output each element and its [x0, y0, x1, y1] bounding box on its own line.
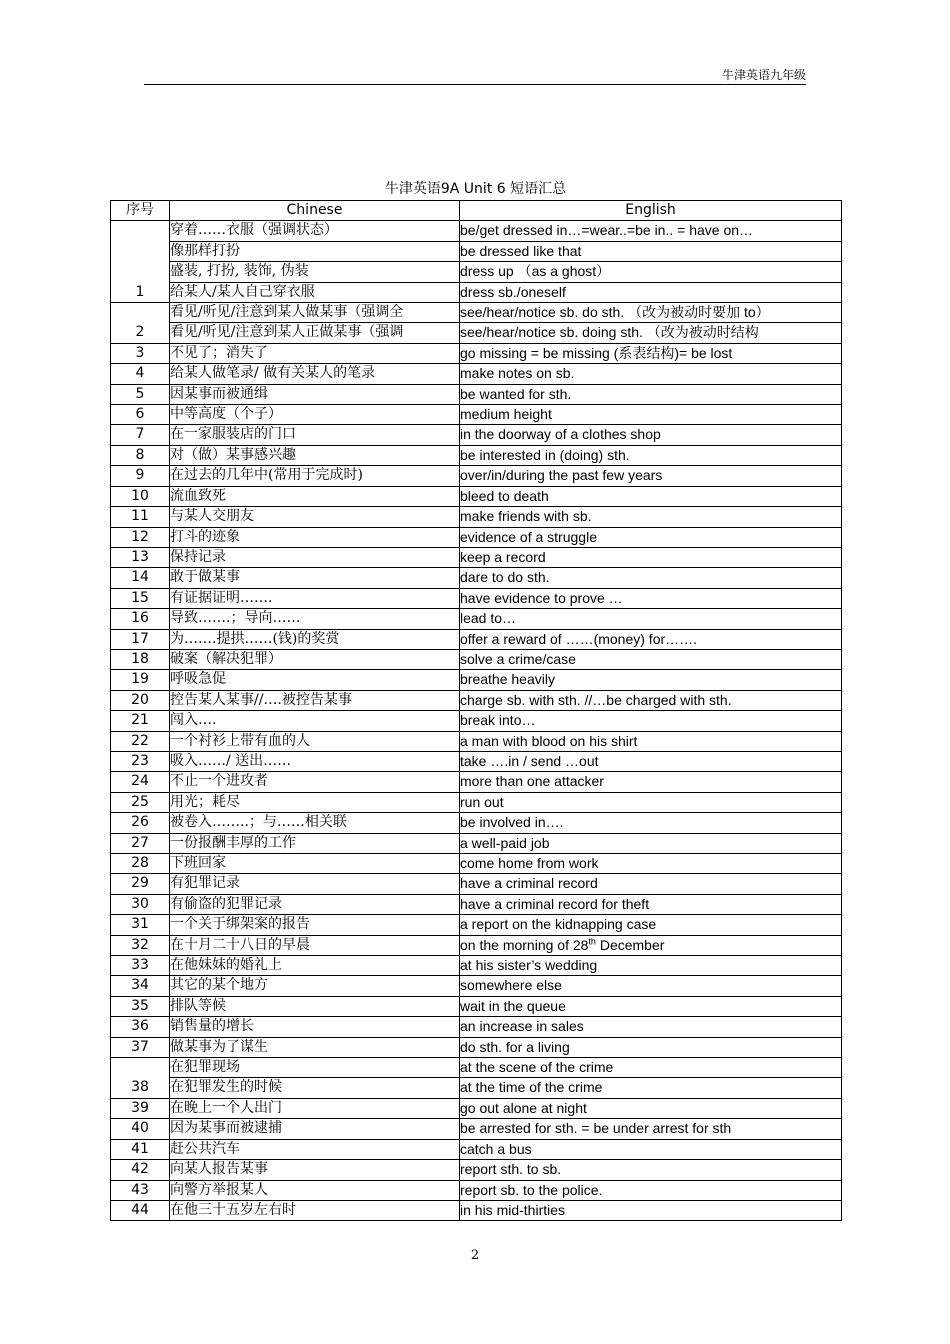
- table-header-row: [111, 201, 842, 221]
- english-phrase: offer a reward of ……(money) for…….: [460, 629, 842, 649]
- chinese-phrase: 不见了；消失了: [170, 343, 460, 363]
- chinese-phrase: 在犯罪发生的时候: [170, 1078, 460, 1098]
- chinese-phrase: 赶公共汽车: [170, 1139, 460, 1159]
- english-phrase: [460, 935, 842, 955]
- english-phrase: in his mid-thirties: [460, 1200, 842, 1220]
- table-row: [111, 323, 842, 343]
- row-number: 40: [111, 1119, 170, 1139]
- row-number: 27: [111, 833, 170, 853]
- table-row: [111, 588, 842, 608]
- chinese-phrase: 吸入……/ 送出……: [170, 751, 460, 771]
- english-phrase: report sth. to sb.: [460, 1160, 842, 1180]
- row-number: 35: [111, 996, 170, 1016]
- row-number: 21: [111, 711, 170, 731]
- english-phrase: a man with blood on his shirt: [460, 731, 842, 751]
- row-number: 3: [111, 343, 170, 363]
- table-row: [111, 1017, 842, 1037]
- chinese-phrase: 因为某事而被逮捕: [170, 1119, 460, 1139]
- english-phrase: charge sb. with sth. //…be charged with sth.: [460, 690, 842, 710]
- ordinal-suffix: th: [588, 935, 596, 946]
- table-row: [111, 527, 842, 547]
- table-row: [111, 854, 842, 874]
- row-number: 36: [111, 1017, 170, 1037]
- row-number: 41: [111, 1139, 170, 1159]
- english-phrase: come home from work: [460, 854, 842, 874]
- table-row: [111, 241, 842, 261]
- table-row: [111, 466, 842, 486]
- row-number: 5: [111, 384, 170, 404]
- english-phrase: make friends with sb.: [460, 507, 842, 527]
- chinese-phrase: 在他三十五岁左右时: [170, 1200, 460, 1220]
- chinese-phrase: 排队等候: [170, 996, 460, 1016]
- header-chinese: Chinese: [170, 201, 460, 221]
- chinese-phrase: 做某事为了谋生: [170, 1037, 460, 1057]
- row-number: 14: [111, 568, 170, 588]
- english-phrase: be arrested for sth. = be under arrest for sth: [460, 1119, 842, 1139]
- english-phrase: a well-paid job: [460, 833, 842, 853]
- chinese-phrase: 闯入….: [170, 711, 460, 731]
- english-phrase: more than one attacker: [460, 772, 842, 792]
- chinese-phrase: 用光；耗尽: [170, 792, 460, 812]
- english-phrase: have a criminal record for theft: [460, 894, 842, 914]
- row-number: 22: [111, 731, 170, 751]
- row-number: 37: [111, 1037, 170, 1057]
- table-row: [111, 976, 842, 996]
- chinese-phrase: 保持记录: [170, 547, 460, 567]
- table-row: [111, 1058, 842, 1078]
- chinese-phrase: 下班回家: [170, 854, 460, 874]
- english-phrase: see/hear/notice sb. do sth. （改为被动时要加 to）: [460, 303, 842, 323]
- running-header: 牛津英语九年级: [721, 68, 806, 82]
- english-phrase: medium height: [460, 405, 842, 425]
- english-phrase: have a criminal record: [460, 874, 842, 894]
- table-row: [111, 1180, 842, 1200]
- english-phrase: bleed to death: [460, 486, 842, 506]
- chinese-phrase: 向某人报告某事: [170, 1160, 460, 1180]
- english-phrase: run out: [460, 792, 842, 812]
- table-row: [111, 405, 842, 425]
- english-phrase: over/in/during the past few years: [460, 466, 842, 486]
- row-number: 30: [111, 894, 170, 914]
- chinese-phrase: 其它的某个地方: [170, 976, 460, 996]
- english-phrase-text-after: December: [595, 936, 665, 953]
- english-phrase: an increase in sales: [460, 1017, 842, 1037]
- chinese-phrase: 与某人交朋友: [170, 507, 460, 527]
- english-phrase: lead to…: [460, 609, 842, 629]
- english-phrase: be/get dressed in…=wear..=be in.. = have on…: [460, 221, 842, 241]
- chinese-phrase: 给某人做笔录/ 做有关某人的笔录: [170, 364, 460, 384]
- chinese-phrase: 在十月二十八日的早晨: [170, 935, 460, 955]
- chinese-phrase: 像那样打扮: [170, 241, 460, 261]
- phrase-table: [110, 200, 842, 1221]
- chinese-phrase: 在犯罪现场: [170, 1058, 460, 1078]
- english-phrase: dress up （as a ghost）: [460, 262, 842, 282]
- row-number: 6: [111, 405, 170, 425]
- row-number: 12: [111, 527, 170, 547]
- table-row: [111, 303, 842, 323]
- chinese-phrase: 不止一个进攻者: [170, 772, 460, 792]
- table-row: [111, 1119, 842, 1139]
- table-row: [111, 343, 842, 363]
- row-number: 38: [111, 1058, 170, 1099]
- table-row: [111, 262, 842, 282]
- table-row: [111, 813, 842, 833]
- row-number: 25: [111, 792, 170, 812]
- chinese-phrase: 呼吸急促: [170, 670, 460, 690]
- table-row: [111, 996, 842, 1016]
- english-phrase: at his sister’s wedding: [460, 956, 842, 976]
- english-phrase: a report on the kidnapping case: [460, 915, 842, 935]
- row-number: 1: [111, 221, 170, 303]
- english-phrase: somewhere else: [460, 976, 842, 996]
- row-number: 26: [111, 813, 170, 833]
- table-row: [111, 670, 842, 690]
- english-phrase: do sth. for a living: [460, 1037, 842, 1057]
- table-row: [111, 1037, 842, 1057]
- row-number: 44: [111, 1200, 170, 1220]
- english-phrase: at the scene of the crime: [460, 1058, 842, 1078]
- table-row: [111, 425, 842, 445]
- table-row: [111, 221, 842, 241]
- row-number: 42: [111, 1160, 170, 1180]
- row-number: 10: [111, 486, 170, 506]
- table-row: [111, 731, 842, 751]
- row-number: 11: [111, 507, 170, 527]
- chinese-phrase: 对（做）某事感兴趣: [170, 445, 460, 465]
- table-row: [111, 1200, 842, 1220]
- row-number: 9: [111, 466, 170, 486]
- english-phrase: catch a bus: [460, 1139, 842, 1159]
- table-row: [111, 711, 842, 731]
- table-row: [111, 1139, 842, 1159]
- table-row: [111, 833, 842, 853]
- document-title: 牛津英语9A Unit 6 短语汇总: [384, 181, 567, 197]
- chinese-phrase: 在一家服装店的门口: [170, 425, 460, 445]
- row-number: 2: [111, 303, 170, 344]
- english-phrase: solve a crime/case: [460, 649, 842, 669]
- row-number: 13: [111, 547, 170, 567]
- english-phrase: wait in the queue: [460, 996, 842, 1016]
- chinese-phrase: 一个关于绑架案的报告: [170, 915, 460, 935]
- table-row: [111, 874, 842, 894]
- english-phrase: see/hear/notice sb. doing sth. （改为被动时结构: [460, 323, 842, 343]
- english-phrase: take ….in / send …out: [460, 751, 842, 771]
- row-number: 18: [111, 649, 170, 669]
- table-row: [111, 282, 842, 302]
- table-row: [111, 792, 842, 812]
- row-number: 19: [111, 670, 170, 690]
- table-row: [111, 547, 842, 567]
- table-row: [111, 486, 842, 506]
- row-number: 33: [111, 956, 170, 976]
- chinese-phrase: 向警方举报某人: [170, 1180, 460, 1200]
- chinese-phrase: 一份报酬丰厚的工作: [170, 833, 460, 853]
- english-phrase: be involved in….: [460, 813, 842, 833]
- table-row: [111, 649, 842, 669]
- header-number: 序号: [111, 201, 170, 221]
- english-phrase: go out alone at night: [460, 1098, 842, 1118]
- row-number: 23: [111, 751, 170, 771]
- row-number: 32: [111, 935, 170, 955]
- table-row: [111, 1078, 842, 1098]
- table-row: [111, 772, 842, 792]
- english-phrase: in the doorway of a clothes shop: [460, 425, 842, 445]
- table-row: [111, 935, 842, 955]
- chinese-phrase: 盛装, 打扮, 装饰, 伪装: [170, 262, 460, 282]
- row-number: 4: [111, 364, 170, 384]
- row-number: 15: [111, 588, 170, 608]
- table-row: [111, 364, 842, 384]
- header-rule: [144, 84, 806, 85]
- row-number: 7: [111, 425, 170, 445]
- chinese-phrase: 被卷入……..；与……相关联: [170, 813, 460, 833]
- english-phrase: at the time of the crime: [460, 1078, 842, 1098]
- row-number: 16: [111, 609, 170, 629]
- chinese-phrase: 有偷盗的犯罪记录: [170, 894, 460, 914]
- row-number: 39: [111, 1098, 170, 1118]
- english-phrase: dare to do sth.: [460, 568, 842, 588]
- page-number: 2: [470, 1248, 480, 1263]
- chinese-phrase: 一个衬衫上带有血的人: [170, 731, 460, 751]
- chinese-phrase: 穿着……衣服（强调状态）: [170, 221, 460, 241]
- table-row: [111, 1160, 842, 1180]
- chinese-phrase: 有犯罪记录: [170, 874, 460, 894]
- english-phrase: make notes on sb.: [460, 364, 842, 384]
- table-row: [111, 956, 842, 976]
- english-phrase-text: on the morning of 28: [460, 936, 589, 953]
- row-number: 31: [111, 915, 170, 935]
- chinese-phrase: 控告某人某事//….被控告某事: [170, 690, 460, 710]
- english-phrase: keep a record: [460, 547, 842, 567]
- chinese-phrase: 中等高度（个子）: [170, 405, 460, 425]
- english-phrase: have evidence to prove …: [460, 588, 842, 608]
- chinese-phrase: 破案（解决犯罪）: [170, 649, 460, 669]
- row-number: 20: [111, 690, 170, 710]
- table-body: [111, 221, 842, 1221]
- chinese-phrase: 在过去的几年中(常用于完成时): [170, 466, 460, 486]
- table-row: [111, 690, 842, 710]
- table-row: [111, 751, 842, 771]
- table-row: [111, 568, 842, 588]
- english-phrase: report sb. to the police.: [460, 1180, 842, 1200]
- table-row: [111, 629, 842, 649]
- table-row: [111, 915, 842, 935]
- english-phrase: break into…: [460, 711, 842, 731]
- english-phrase: evidence of a struggle: [460, 527, 842, 547]
- table-row: [111, 609, 842, 629]
- chinese-phrase: 给某人/某人自己穿衣服: [170, 282, 460, 302]
- row-number: 43: [111, 1180, 170, 1200]
- english-phrase: be wanted for sth.: [460, 384, 842, 404]
- chinese-phrase: 打斗的迹象: [170, 527, 460, 547]
- table-row: [111, 445, 842, 465]
- chinese-phrase: 看见/听见/注意到某人正做某事（强调: [170, 323, 460, 343]
- table-row: [111, 384, 842, 404]
- chinese-phrase: 因某事而被通缉: [170, 384, 460, 404]
- table-row: [111, 1098, 842, 1118]
- english-phrase: go missing = be missing (系表结构)= be lost: [460, 343, 842, 363]
- english-phrase: breathe heavily: [460, 670, 842, 690]
- chinese-phrase: 为…….提拱……(钱)的奖赏: [170, 629, 460, 649]
- chinese-phrase: 流血致死: [170, 486, 460, 506]
- table-row: [111, 894, 842, 914]
- row-number: 28: [111, 854, 170, 874]
- chinese-phrase: 看见/听见/注意到某人做某事（强调全: [170, 303, 460, 323]
- english-phrase: be interested in (doing) sth.: [460, 445, 842, 465]
- english-phrase: be dressed like that: [460, 241, 842, 261]
- row-number: 17: [111, 629, 170, 649]
- header-english: English: [460, 201, 842, 221]
- chinese-phrase: 敢于做某事: [170, 568, 460, 588]
- chinese-phrase: 导致…….；导向……: [170, 609, 460, 629]
- chinese-phrase: 在晚上一个人出门: [170, 1098, 460, 1118]
- row-number: 8: [111, 445, 170, 465]
- chinese-phrase: 销售量的增长: [170, 1017, 460, 1037]
- row-number: 34: [111, 976, 170, 996]
- table-row: [111, 507, 842, 527]
- english-phrase: dress sb./oneself: [460, 282, 842, 302]
- row-number: 29: [111, 874, 170, 894]
- chinese-phrase: 有证据证明…….: [170, 588, 460, 608]
- row-number: 24: [111, 772, 170, 792]
- chinese-phrase: 在他妹妹的婚礼上: [170, 956, 460, 976]
